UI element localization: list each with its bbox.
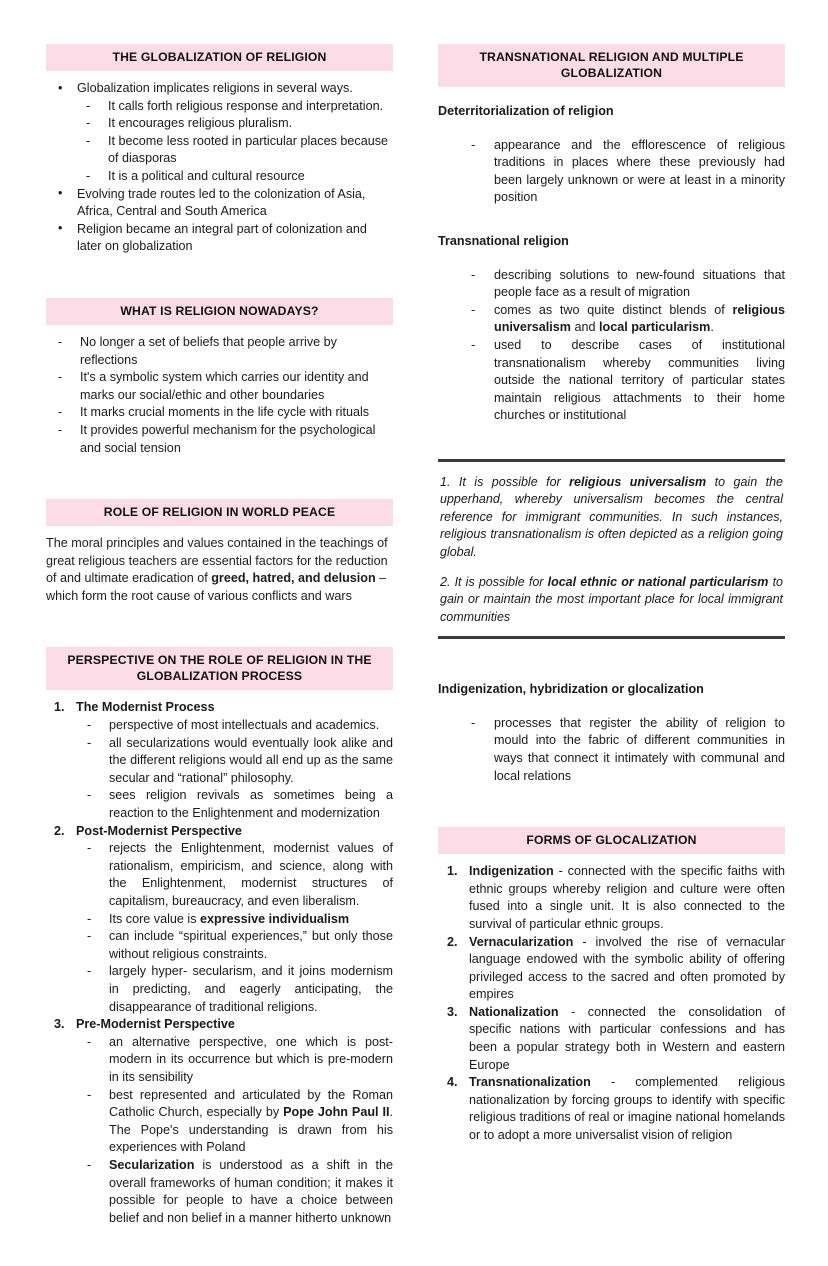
bullet-text: Evolving trade routes led to the colonization of Asia, Africa, Central and South America: [77, 186, 366, 219]
list-item: [438, 1004, 785, 1074]
sub-item-text-post: is understood as a shift in the overall frameworks of human condition; it makes it possible for people to have a choice between belief and non belief in a manner hitherto unknown: [109, 1157, 393, 1225]
list-item: [76, 735, 393, 788]
section-header-what-is-religion-nowadays: WHAT IS RELIGION NOWADAYS?: [46, 298, 393, 325]
world-peace-paragraph: [46, 535, 393, 605]
item-text-post: .: [710, 320, 714, 335]
list-item: [438, 715, 785, 785]
list-item: [77, 115, 393, 133]
list-item: [76, 717, 393, 735]
list-item: [438, 337, 785, 425]
quote-text-pre: 1. It is possible for: [440, 474, 570, 489]
perspectives-numbered-list: [46, 699, 393, 1227]
list-item: [438, 1074, 785, 1144]
sub-item-text: It is a political and cultural resource: [108, 168, 305, 183]
section-header-role-of-religion-world-peace: ROLE OF RELIGION IN WORLD PEACE: [46, 499, 393, 526]
sub-item-bold: Secularization: [109, 1157, 195, 1172]
paragraph-part-2: – which form the root cause of various conflicts and wars: [46, 571, 387, 603]
list-item: [46, 221, 393, 256]
item-text: No longer a set of beliefs that people arrive by reflections: [80, 334, 337, 367]
form-term: Vernacularization: [469, 934, 574, 949]
form-term: Indigenization: [469, 864, 554, 879]
sub-list: [77, 98, 393, 186]
list-item: [46, 1016, 393, 1227]
sub-list: [76, 717, 393, 823]
religion-nowadays-list: [46, 334, 393, 457]
deterritorialization-list: [438, 137, 785, 207]
quote-item-1: [440, 474, 783, 561]
list-item: [77, 98, 393, 116]
form-body: - involved the rise of vernacular language endowed with the symbolic ability of offering privileged access to the sacred and often promoted by empires: [469, 934, 785, 1002]
sub-item-bold: Pope John Paul II: [283, 1105, 390, 1120]
list-item: [46, 80, 393, 186]
paragraph-bold-phrase: greed, hatred, and delusion: [211, 571, 376, 586]
left-column: [46, 44, 393, 1246]
right-column: [438, 44, 785, 1246]
list-item: [46, 823, 393, 1017]
sub-list: [76, 840, 393, 1016]
quote-item-2: [440, 574, 783, 626]
form-term: Transnationalization: [469, 1075, 591, 1090]
section-header-perspective-role-of-religion: PERSPECTIVE ON THE ROLE OF RELIGION IN THE GLOBALIZATION PROCESS: [46, 647, 393, 690]
item-bold-2: local particularism: [599, 320, 711, 335]
item-text: describing solutions to new-found situations that people face as a result of migration: [494, 267, 785, 300]
section-header-forms-of-glocalization: FORMS OF GLOCALIZATION: [438, 827, 785, 854]
forms-of-glocalization-list: [438, 863, 785, 1145]
sub-item-text: It calls forth religious response and interpretation.: [108, 98, 384, 113]
list-item: [76, 911, 393, 929]
quote-block: [438, 462, 785, 636]
list-item: [46, 369, 393, 404]
list-item: [438, 302, 785, 337]
item-text: appearance and the efflorescence of religious traditions in places where these previously had been largely unknown or were at least in a minority position: [494, 137, 785, 205]
section-header-transnational-religion: TRANSNATIONAL RELIGION AND MULTIPLE GLOBALIZATION: [438, 44, 785, 87]
item-title: Pre-Modernist Perspective: [76, 1017, 235, 1032]
item-bold-1: religious universalism: [494, 302, 785, 335]
item-title: Post-Modernist Perspective: [76, 823, 242, 838]
sub-item-text: rejects the Enlightenment, modernist values of rationalism, empiricism, and science, along with the Enlightenment, modernist structures of capitalism, bureaucracy, and even liberalism.: [109, 841, 393, 908]
list-item: [77, 133, 393, 168]
paragraph-part-1: The moral principles and values contained in the teachings of great religious teachers are essential factors for the reduction of and ultimate eradication of: [46, 536, 388, 586]
list-item: [46, 186, 393, 221]
sub-item-text: sees religion revivals as sometimes being a reaction to the Enlightenment and modernization: [109, 788, 393, 821]
quote-text-post: to gain or maintain the most important place for local immigrant communities: [440, 574, 784, 624]
list-item: [76, 787, 393, 822]
glocalization-process-list: [438, 715, 785, 785]
list-item: [46, 334, 393, 369]
form-term: Nationalization: [469, 1004, 559, 1019]
list-item: [438, 267, 785, 302]
subheading-deterritorialization: Deterritorialization of religion: [438, 104, 614, 118]
list-item: [438, 863, 785, 933]
quote-text-post: to gain the upperhand, whereby universalism becomes the central reference for immigrant communities. In such instances, religious transnationalism is often depicted as a religion going global.: [440, 474, 783, 559]
globalization-bullet-list: [46, 80, 393, 256]
item-title: The Modernist Process: [76, 700, 215, 715]
sub-item-text: largely hyper- secularism, and it joins modernism in predicting, and eagerly anticipating, the disappearance of traditional religions.: [109, 964, 393, 1014]
sub-item-text: It encourages religious pluralism.: [108, 116, 293, 131]
transnational-religion-list: [438, 267, 785, 425]
section-header-globalization-of-religion: THE GLOBALIZATION OF RELIGION: [46, 44, 393, 71]
list-item: [46, 699, 393, 822]
sub-list: [76, 1034, 393, 1228]
form-body: - connected with the specific faiths with ethnic groups whereby religion and culture were often fused into a single unit. It is also connected to the survival of particular ethnic groups.: [469, 864, 785, 931]
list-item: [77, 168, 393, 186]
item-text: It provides powerful mechanism for the psychological and social tension: [80, 422, 376, 455]
sub-item-text: all secularizations would eventually look alike and the different religions would all end up as the same secular and “rational” philosophy.: [109, 735, 393, 785]
quote-text-pre: 2. It is possible for: [440, 574, 548, 589]
item-text: It's a symbolic system which carries our identity and marks our social/ethic and other boundaries: [80, 370, 369, 402]
list-item: [76, 840, 393, 910]
quote-bold: local ethnic or national particularism: [547, 574, 769, 589]
list-item: [46, 422, 393, 457]
quote-bold: religious universalism: [569, 474, 707, 489]
sub-item-text: an alternative perspective, one which is post-modern in its occurrence but which is pre-modern in its sensibility: [109, 1034, 393, 1084]
list-item: [76, 963, 393, 1016]
item-text: comes as two quite distinct blends of: [494, 302, 733, 317]
list-item: [76, 1034, 393, 1087]
list-item: [76, 928, 393, 963]
sub-item-text: Its core value is: [109, 911, 200, 926]
bullet-text: Religion became an integral part of colonization and later on globalization: [77, 221, 367, 254]
item-text: processes that register the ability of religion to mould into the fabric of different communities in ways that connect it intimately with communal and local relations: [494, 715, 785, 783]
bullet-text: Globalization implicates religions in several ways.: [77, 81, 353, 95]
list-item: [438, 934, 785, 1004]
subheading-transnational-religion: Transnational religion: [438, 233, 569, 248]
sub-item-text: It become less rooted in particular places because of diasporas: [108, 133, 389, 166]
sub-item-bold: expressive individualism: [200, 911, 350, 926]
list-item: [46, 404, 393, 422]
list-item: [76, 1157, 393, 1227]
sub-item-text: can include “spiritual experiences,” but only those without religious constraints.: [109, 929, 393, 961]
list-item: [438, 137, 785, 207]
sub-item-text: best represented and articulated by the Roman Catholic Church, especially by: [109, 1087, 393, 1120]
sub-item-text-post: . The Pope's understanding is drawn from his experiences with Poland: [109, 1105, 393, 1155]
subheading-indigenization-hybridization: Indigenization, hybridization or glocalization: [438, 682, 704, 697]
item-text-mid: and: [571, 320, 600, 335]
form-body: - complemented religious nationalization by forcing groups to identify with specific religious traditions of real or imagine national homelands or to adopt a more universalist vision of religion: [469, 1075, 785, 1143]
item-text: It marks crucial moments in the life cycle with rituals: [80, 405, 370, 420]
sub-item-text: perspective of most intellectuals and academics.: [109, 718, 380, 733]
list-item: [76, 1087, 393, 1157]
form-body: - connected the consolidation of specific nations with particular confessions and has been a popular strategy both in Western and eastern Europe: [469, 1004, 785, 1072]
item-text: used to describe cases of institutional transnationalism whereby communities living outside the national territory of particular states maintain religious attachments to their home churches or institutional: [494, 337, 785, 423]
